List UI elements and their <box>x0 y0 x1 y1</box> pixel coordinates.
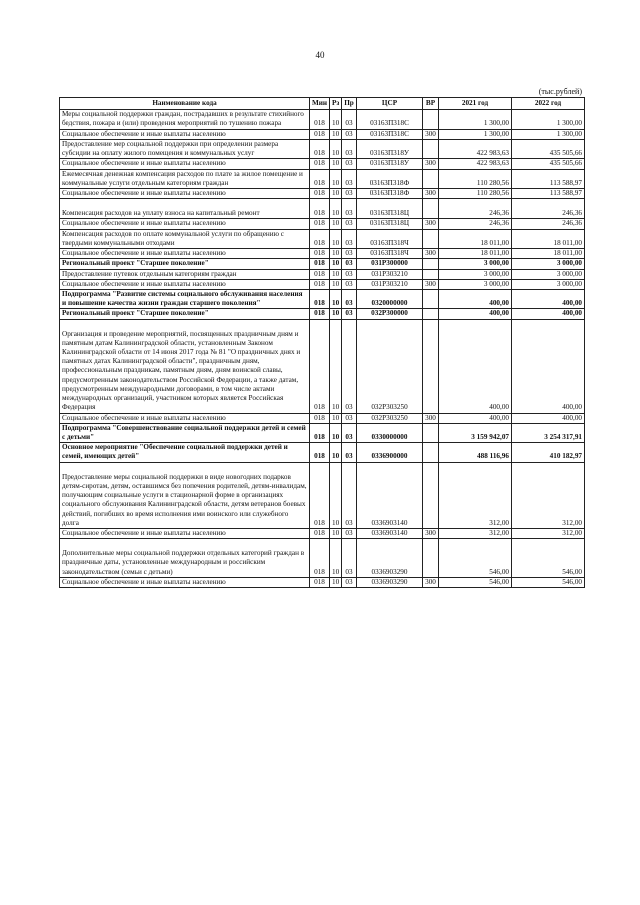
cell-pr: 03 <box>342 289 357 308</box>
table-row <box>60 539 585 578</box>
header-pr: Пр <box>342 98 357 110</box>
cell-pr: 03 <box>342 528 357 538</box>
cell-pr: 03 <box>342 269 357 279</box>
table-row <box>60 269 585 279</box>
table-row <box>60 139 585 158</box>
cell-vr: 300 <box>423 577 439 587</box>
cell-csr: 03163П318С <box>357 110 423 129</box>
cell-csr: 032P303250 <box>357 319 423 413</box>
cell-csr: 031P300000 <box>357 259 423 269</box>
cell-2021: 422 983,63 <box>439 159 512 169</box>
cell-min: 018 <box>310 159 330 169</box>
cell-name: Региональный проект "Старшее поколение" <box>60 309 310 319</box>
cell-min: 018 <box>310 577 330 587</box>
cell-pr: 03 <box>342 229 357 248</box>
cell-pr: 03 <box>342 188 357 198</box>
cell-csr: 03163П318Ч <box>357 249 423 259</box>
header-2022: 2022 год <box>512 98 585 110</box>
cell-2021: 246,36 <box>439 199 512 219</box>
cell-csr: 031P303210 <box>357 269 423 279</box>
header-csr: ЦСР <box>357 98 423 110</box>
cell-vr: 300 <box>423 279 439 289</box>
cell-pr: 03 <box>342 259 357 269</box>
cell-pr: 03 <box>342 539 357 578</box>
cell-2021: 400,00 <box>439 319 512 413</box>
cell-name: Социальное обеспечение и иные выплаты населению <box>60 577 310 587</box>
cell-min: 018 <box>310 199 330 219</box>
cell-vr <box>423 539 439 578</box>
cell-pr: 03 <box>342 249 357 259</box>
cell-rz: 10 <box>330 219 342 229</box>
cell-pr: 03 <box>342 199 357 219</box>
cell-vr: 300 <box>423 129 439 139</box>
table-row <box>60 319 585 413</box>
cell-name: Социальное обеспечение и иные выплаты населению <box>60 188 310 198</box>
cell-name: Социальное обеспечение и иные выплаты населению <box>60 129 310 139</box>
cell-2022: 410 182,97 <box>512 443 585 462</box>
cell-2022: 546,00 <box>512 539 585 578</box>
budget-table <box>59 97 585 588</box>
cell-vr <box>423 259 439 269</box>
cell-rz: 10 <box>330 259 342 269</box>
cell-2021: 18 011,00 <box>439 249 512 259</box>
cell-vr: 300 <box>423 219 439 229</box>
table-body <box>60 110 585 588</box>
cell-rz: 10 <box>330 577 342 587</box>
cell-csr: 03163П318Ц <box>357 219 423 229</box>
cell-2022: 3 000,00 <box>512 279 585 289</box>
cell-csr: 03163П318У <box>357 139 423 158</box>
cell-min: 018 <box>310 129 330 139</box>
cell-name: Предоставление путевок отдельным категориям граждан <box>60 269 310 279</box>
cell-vr <box>423 199 439 219</box>
cell-2022: 3 000,00 <box>512 259 585 269</box>
table-row <box>60 229 585 248</box>
cell-min: 018 <box>310 219 330 229</box>
cell-pr: 03 <box>342 169 357 188</box>
cell-pr: 03 <box>342 413 357 423</box>
table-row <box>60 462 585 528</box>
cell-vr <box>423 423 439 442</box>
cell-pr: 03 <box>342 279 357 289</box>
page-number: 40 <box>315 50 325 60</box>
cell-2021: 546,00 <box>439 539 512 578</box>
cell-vr: 300 <box>423 159 439 169</box>
cell-2022: 435 505,66 <box>512 139 585 158</box>
table-row <box>60 199 585 219</box>
cell-csr: 03163П318С <box>357 129 423 139</box>
cell-name: Предоставление мер социальной поддержки при определении размера субсидии на оплату жилого помещения и коммунальных услуг <box>60 139 310 158</box>
cell-pr: 03 <box>342 159 357 169</box>
table-row <box>60 289 585 308</box>
cell-pr: 03 <box>342 110 357 129</box>
cell-2022: 18 011,00 <box>512 249 585 259</box>
table-row <box>60 443 585 462</box>
cell-vr <box>423 169 439 188</box>
cell-2021: 110 280,56 <box>439 169 512 188</box>
cell-min: 018 <box>310 249 330 259</box>
cell-pr: 03 <box>342 219 357 229</box>
cell-rz: 10 <box>330 319 342 413</box>
cell-min: 018 <box>310 229 330 248</box>
header-vr: ВР <box>423 98 439 110</box>
cell-2022: 113 588,97 <box>512 188 585 198</box>
cell-csr: 03163П318Ч <box>357 229 423 248</box>
cell-csr: 0336903290 <box>357 577 423 587</box>
cell-rz: 10 <box>330 229 342 248</box>
cell-2022: 400,00 <box>512 319 585 413</box>
cell-min: 018 <box>310 539 330 578</box>
cell-rz: 10 <box>330 129 342 139</box>
cell-rz: 10 <box>330 539 342 578</box>
cell-rz: 10 <box>330 159 342 169</box>
cell-name: Социальное обеспечение и иные выплаты населению <box>60 279 310 289</box>
cell-2022: 3 000,00 <box>512 269 585 279</box>
cell-min: 018 <box>310 269 330 279</box>
cell-name: Компенсация расходов на уплату взноса на капитальный ремонт <box>60 199 310 219</box>
cell-min: 018 <box>310 443 330 462</box>
cell-2021: 400,00 <box>439 289 512 308</box>
cell-name: Подпрограмма "Развитие системы социального обслуживания населения и повышение качества жизни граждан старшего поколения" <box>60 289 310 308</box>
table-row <box>60 259 585 269</box>
cell-2022: 312,00 <box>512 528 585 538</box>
cell-name: Социальное обеспечение и иные выплаты населению <box>60 249 310 259</box>
cell-csr: 03163П318Ф <box>357 188 423 198</box>
cell-2021: 246,36 <box>439 219 512 229</box>
cell-pr: 03 <box>342 577 357 587</box>
cell-csr: 0320000000 <box>357 289 423 308</box>
cell-rz: 10 <box>330 309 342 319</box>
cell-rz: 10 <box>330 188 342 198</box>
cell-min: 018 <box>310 289 330 308</box>
cell-rz: 10 <box>330 289 342 308</box>
table-row <box>60 309 585 319</box>
cell-vr <box>423 309 439 319</box>
cell-2022: 246,36 <box>512 199 585 219</box>
cell-rz: 10 <box>330 249 342 259</box>
cell-vr: 300 <box>423 528 439 538</box>
cell-2022: 1 300,00 <box>512 129 585 139</box>
cell-2021: 1 300,00 <box>439 110 512 129</box>
cell-min: 018 <box>310 413 330 423</box>
cell-csr: 032P303250 <box>357 413 423 423</box>
cell-pr: 03 <box>342 139 357 158</box>
cell-rz: 10 <box>330 199 342 219</box>
cell-2022: 246,36 <box>512 219 585 229</box>
cell-csr: 032P300000 <box>357 309 423 319</box>
cell-rz: 10 <box>330 279 342 289</box>
cell-vr <box>423 289 439 308</box>
cell-pr: 03 <box>342 462 357 528</box>
cell-csr: 0336903290 <box>357 539 423 578</box>
cell-name: Организация и проведение мероприятий, посвященных праздничным дням и памятным датам Калининградской области, установленным Законом Калининградской области от 14 июня 2017 года № 81 "О праздничных днях и памятных датах Калининградской области", праздничным дням, профессиональным праздникам, памятным дням, дням воинской славы, предусмотренным законодательством Российской Федерации, а также датам, предусмотренным международными договорами, в том числе актами международных организаций, участником которых является Российская Федерация <box>60 319 310 413</box>
cell-2022: 1 300,00 <box>512 110 585 129</box>
header-rz: Рз <box>330 98 342 110</box>
cell-2021: 110 280,56 <box>439 188 512 198</box>
cell-2022: 113 588,97 <box>512 169 585 188</box>
cell-vr <box>423 229 439 248</box>
cell-rz: 10 <box>330 413 342 423</box>
table-row <box>60 159 585 169</box>
table-row <box>60 110 585 129</box>
cell-2021: 400,00 <box>439 413 512 423</box>
cell-2021: 18 011,00 <box>439 229 512 248</box>
cell-vr <box>423 462 439 528</box>
cell-2022: 400,00 <box>512 413 585 423</box>
cell-min: 018 <box>310 319 330 413</box>
cell-2021: 3 000,00 <box>439 279 512 289</box>
table-row <box>60 129 585 139</box>
cell-rz: 10 <box>330 169 342 188</box>
cell-2021: 3 000,00 <box>439 259 512 269</box>
cell-csr: 03163П318Ц <box>357 199 423 219</box>
table-row <box>60 423 585 442</box>
cell-name: Региональный проект "Старшее поколение" <box>60 259 310 269</box>
cell-csr: 0336900000 <box>357 443 423 462</box>
cell-rz: 10 <box>330 462 342 528</box>
cell-name: Социальное обеспечение и иные выплаты населению <box>60 413 310 423</box>
cell-rz: 10 <box>330 528 342 538</box>
cell-2021: 312,00 <box>439 528 512 538</box>
cell-vr <box>423 139 439 158</box>
cell-2021: 1 300,00 <box>439 129 512 139</box>
cell-csr: 0330000000 <box>357 423 423 442</box>
cell-pr: 03 <box>342 129 357 139</box>
cell-2021: 3 000,00 <box>439 269 512 279</box>
cell-2021: 488 116,96 <box>439 443 512 462</box>
cell-name: Компенсация расходов по оплате коммунальной услуги по обращению с твердыми коммунальными отходами <box>60 229 310 248</box>
table-row <box>60 279 585 289</box>
cell-name: Меры социальной поддержки граждан, пострадавших в результате стихийного бедствия, пожара и (или) проведения мероприятий по тушению пожара <box>60 110 310 129</box>
cell-csr: 0336903140 <box>357 462 423 528</box>
cell-name: Подпрограмма "Совершенствование социальной поддержки детей и семей с детьми" <box>60 423 310 442</box>
cell-pr: 03 <box>342 443 357 462</box>
header-min: Мин <box>310 98 330 110</box>
cell-min: 018 <box>310 259 330 269</box>
table-row <box>60 249 585 259</box>
cell-name: Дополнительные меры социальной поддержки отдельных категорий граждан в праздничные даты, установленные международным и российским законодательством (семьи с детьми) <box>60 539 310 578</box>
cell-2021: 422 983,63 <box>439 139 512 158</box>
table-row <box>60 169 585 188</box>
cell-2022: 546,00 <box>512 577 585 587</box>
cell-pr: 03 <box>342 309 357 319</box>
cell-name: Социальное обеспечение и иные выплаты населению <box>60 159 310 169</box>
cell-csr: 03163П318У <box>357 159 423 169</box>
cell-name: Ежемесячная денежная компенсация расходов по плате за жилое помещение и коммунальные услуги отдельным категориям граждан <box>60 169 310 188</box>
cell-2022: 18 011,00 <box>512 229 585 248</box>
cell-2022: 435 505,66 <box>512 159 585 169</box>
cell-rz: 10 <box>330 110 342 129</box>
table-row <box>60 188 585 198</box>
cell-rz: 10 <box>330 443 342 462</box>
cell-vr <box>423 443 439 462</box>
cell-csr: 0336903140 <box>357 528 423 538</box>
cell-min: 018 <box>310 528 330 538</box>
cell-vr: 300 <box>423 249 439 259</box>
cell-name: Основное мероприятие "Обеспечение социальной поддержки детей и семей, имеющих детей" <box>60 443 310 462</box>
cell-2022: 3 254 317,91 <box>512 423 585 442</box>
cell-pr: 03 <box>342 423 357 442</box>
cell-2021: 3 159 942,07 <box>439 423 512 442</box>
cell-vr: 300 <box>423 188 439 198</box>
cell-csr: 031P303210 <box>357 279 423 289</box>
cell-name: Социальное обеспечение и иные выплаты населению <box>60 528 310 538</box>
header-name: Наименование кода <box>60 98 310 110</box>
cell-min: 018 <box>310 139 330 158</box>
cell-vr <box>423 110 439 129</box>
table-header <box>60 98 585 110</box>
cell-min: 018 <box>310 309 330 319</box>
cell-2022: 400,00 <box>512 289 585 308</box>
units-label: (тыс.рублей) <box>538 87 582 96</box>
cell-2021: 546,00 <box>439 577 512 587</box>
cell-vr <box>423 319 439 413</box>
table-row <box>60 219 585 229</box>
cell-2021: 400,00 <box>439 309 512 319</box>
table-row <box>60 413 585 423</box>
header-2021: 2021 год <box>439 98 512 110</box>
cell-2021: 312,00 <box>439 462 512 528</box>
cell-pr: 03 <box>342 319 357 413</box>
cell-name: Социальное обеспечение и иные выплаты населению <box>60 219 310 229</box>
cell-vr: 300 <box>423 413 439 423</box>
cell-csr: 03163П318Ф <box>357 169 423 188</box>
cell-rz: 10 <box>330 423 342 442</box>
cell-2022: 312,00 <box>512 462 585 528</box>
cell-name: Предоставление меры социальной поддержки в виде новогодних подарков детям-сиротам, детям, оставшимся без попечения родителей, детям-инвалидам, получающим социальные услуги в стационарной форме в организациях социального обслуживания Калининградской области, детям ветеранов боевых действий, погибших во время исполнения ими воинского или служебного долга <box>60 462 310 528</box>
cell-min: 018 <box>310 279 330 289</box>
cell-rz: 10 <box>330 139 342 158</box>
cell-vr <box>423 269 439 279</box>
cell-min: 018 <box>310 110 330 129</box>
cell-rz: 10 <box>330 269 342 279</box>
table-row <box>60 528 585 538</box>
table-row <box>60 577 585 587</box>
cell-2022: 400,00 <box>512 309 585 319</box>
cell-min: 018 <box>310 188 330 198</box>
cell-min: 018 <box>310 169 330 188</box>
cell-min: 018 <box>310 423 330 442</box>
cell-min: 018 <box>310 462 330 528</box>
